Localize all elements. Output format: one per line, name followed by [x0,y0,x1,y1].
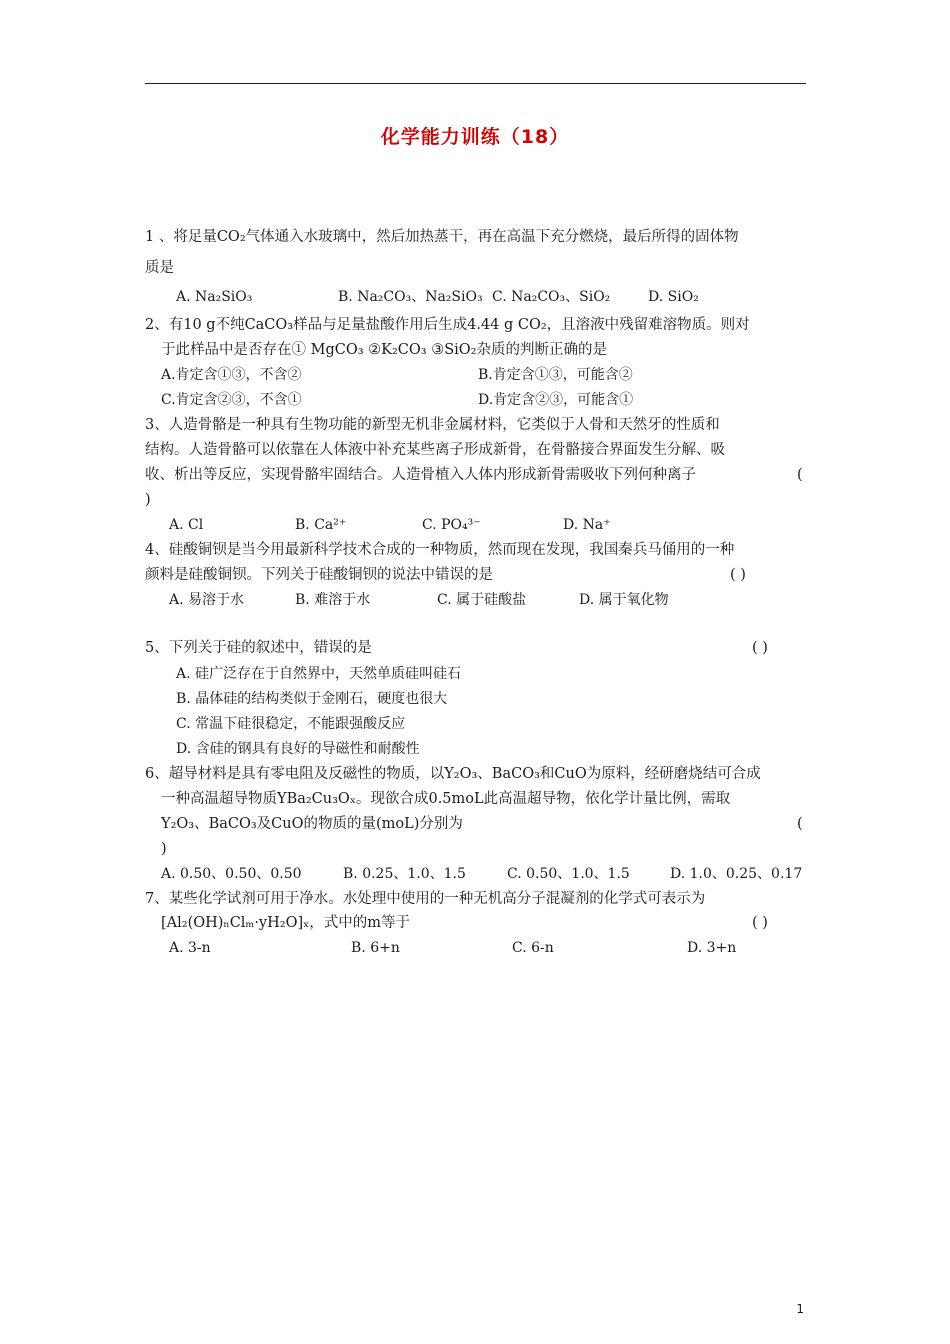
q5-option-c: C. 常温下硅很稳定，不能跟强酸反应 [176,716,406,732]
q3-answer-bracket-open: ( [797,467,803,483]
q3-line-2: 结构。人造骨骼可以依靠在人体液中补充某些离子形成新骨，在骨骼接合界面发生分解、吸 [145,442,725,458]
q6-line-1: 6、超导材料是具有零电阻及反磁性的物质，以Y₂O₃、BaCO₃和CuO为原料，经研磨烧结可合成 [145,766,761,782]
q4-line-2: 颜料是硅酸铜钡。下列关于硅酸铜钡的说法中错误的是 [145,567,493,583]
q4-option-a: A. 易溶于水 [169,592,245,608]
q2-line-1: 2、有10 g不纯CaCO₃样品与足量盐酸作用后生成4.44 g CO₂，且溶液中残留难溶物质。则对 [145,317,750,333]
q1-option-c: C. Na₂CO₃、SiO₂ [492,289,611,305]
q1-line-1: 1 、将足量CO₂气体通入水玻璃中，然后加热蒸干，再在高温下充分燃烧，最后所得的固体物 [145,229,739,245]
q6-option-b: B. 0.25、1.0、1.5 [343,866,466,882]
q2-option-c: C.肯定含②③，不含① [161,392,302,408]
q5-answer-bracket: ( ) [752,640,768,656]
q4-option-b: B. 难溶于水 [295,592,371,608]
q6-answer-bracket-close: ) [161,841,167,857]
q4-option-d: D. 属于氧化物 [579,592,669,608]
page-title: 化学能力训练（18） [380,126,570,148]
q6-line-2: 一种高温超导物质YBa₂Cu₃Oₓ。现欲合成0.5moL此高温超导物，依化学计量比例，需取 [161,791,731,807]
q6-option-a: A. 0.50、0.50、0.50 [161,866,302,882]
q7-line-2: [Al₂(OH)ₙClₘ·yH₂O]ₓ，式中的m等于 [161,915,411,931]
page-number: 1 [796,1302,804,1316]
q5-line-1: 5、下列关于硅的叙述中，错误的是 [145,640,372,656]
q7-option-d: D. 3+n [687,940,737,956]
q2-line-2: 于此样品中是否存在① MgCO₃ ②K₂CO₃ ③SiO₂杂质的判断正确的是 [161,342,607,358]
q3-line-1: 3、人造骨骼是一种具有生物功能的新型无机非金属材料，它类似于人骨和天然牙的性质和 [145,417,720,433]
q1-line-2: 质是 [145,260,174,276]
q4-option-c: C. 属于硅酸盐 [437,592,527,608]
q6-option-d: D. 1.0、0.25、0.17 [670,866,803,882]
q7-option-b: B. 6+n [351,940,400,956]
q6-line-3: Y₂O₃、BaCO₃及CuO的物质的量(moL)分别为 [161,816,463,832]
q5-option-b: B. 晶体硅的结构类似于金刚石，硬度也很大 [176,691,448,707]
q2-option-a: A.肯定含①③，不含② [161,367,302,383]
q3-option-d: D. Na⁺ [563,517,611,533]
q2-option-d: D.肯定含②③，可能含① [478,392,634,408]
q3-option-a: A. Cl [169,517,204,533]
q1-option-d: D. SiO₂ [648,289,699,305]
q5-option-d: D. 含硅的钢具有良好的导磁性和耐酸性 [176,741,420,757]
q6-option-c: C. 0.50、1.0、1.5 [507,866,630,882]
q5-option-a: A. 硅广泛存在于自然界中，天然单质硅叫硅石 [176,666,462,682]
q7-option-a: A. 3-n [169,940,211,956]
q7-line-1: 7、某些化学试剂可用于净水。水处理中使用的一种无机高分子混凝剂的化学式可表示为 [145,891,706,907]
q4-answer-bracket: ( ) [730,567,746,583]
q1-option-a: A. Na₂SiO₃ [176,289,253,305]
q7-option-c: C. 6-n [512,940,554,956]
header-rule [145,83,806,84]
q3-line-3: 收、析出等反应，实现骨骼牢固结合。人造骨植入人体内形成新骨需吸收下列何种离子 [145,467,696,483]
q2-option-b: B.肯定含①③，可能含② [478,367,633,383]
q3-option-b: B. Ca²⁺ [295,517,347,533]
q3-answer-bracket-close: ) [145,492,151,508]
q7-answer-bracket: ( ) [752,915,768,931]
q1-option-b: B. Na₂CO₃、Na₂SiO₃ [338,289,483,305]
q4-line-1: 4、硅酸铜钡是当今用最新科学技术合成的一种物质，然而现在发现，我国秦兵马俑用的一种 [145,542,735,558]
q6-answer-bracket-open: ( [797,816,803,832]
q3-option-c: C. PO₄³⁻ [422,517,481,533]
